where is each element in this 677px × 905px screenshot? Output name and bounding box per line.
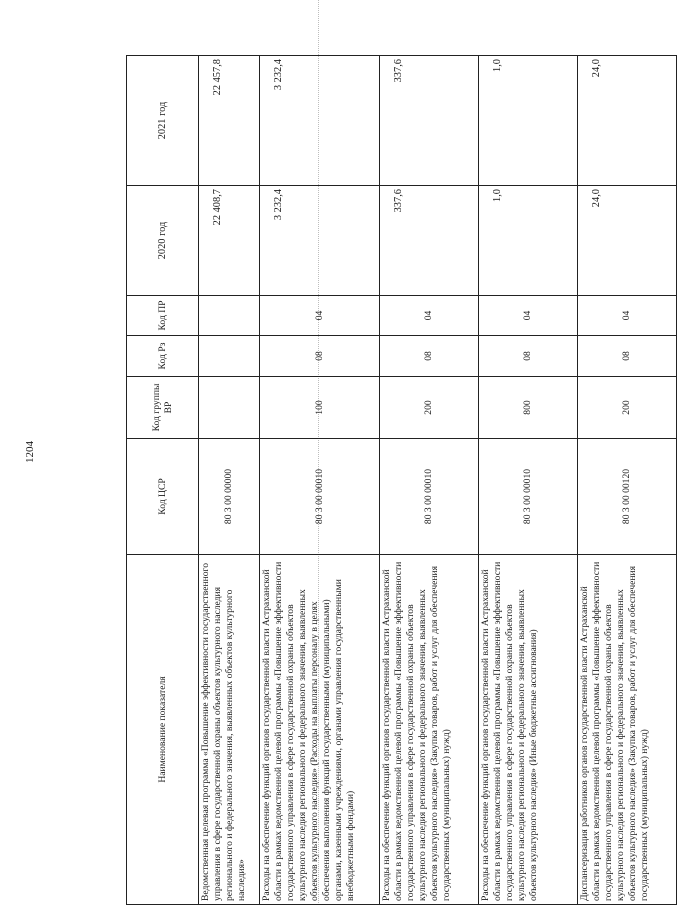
header-csr: Код ЦСР (127, 439, 199, 555)
row-2020: 22 408,7 (199, 186, 260, 296)
row-vr (199, 377, 260, 439)
header-name: Наименование показателя (127, 555, 199, 905)
row-2020: 1,0 (479, 186, 578, 296)
row-rz (199, 336, 260, 377)
row-name: Расходы на обеспечение функций органов государственной власти Астраханской области в рамках ведомственной целевой программы «Повышение эффективности государственного управления в сфере государственной охраны объектов культурного наследия регионального и федерального значения, выявленных объектов культурного наследия» (Расходы на выплаты персоналу в целях обеспечения выполнения функций государственными (муниципальными) органами, казенными учреждениями, органами управления государственными внебюджетными фондами) (260, 555, 380, 905)
row-vr: 100 (260, 377, 380, 439)
row-name: Расходы на обеспечение функций органов государственной власти Астраханской области в рамках ведомственной целевой программы «Повышение эффективности государственного управления в сфере государственной охраны объектов культурного наследия регионального и федерального значения, выявленных объектов культурного наследия» (Закупка товаров, работ и услуг для обеспечения государственных (муниципальных) нужд) (380, 555, 479, 905)
row-pr: 04 (578, 296, 677, 336)
row-2020: 3 232,4 (260, 186, 380, 296)
row-csr: 80 3 00 00120 (578, 439, 677, 555)
row-rz: 08 (380, 336, 479, 377)
row-name: Диспансеризация работников органов государственной власти Астраханской области в рамках ведомственной целевой программы «Повышение эффективности государственного управления в сфере государственной охраны объектов культурного наследия регионального и федерального значения, выявленных объектов культурного наследия» (Закупка товаров, работ и услуг для обеспечения государственных (муниципальных) нужд) (578, 555, 677, 905)
budget-table (126, 55, 677, 905)
table-row (260, 56, 380, 905)
row-vr: 200 (578, 377, 677, 439)
header-vr: Код группы ВР (127, 377, 199, 439)
row-name: Расходы на обеспечение функций органов государственной власти Астраханской области в рамках ведомственной целевой программы «Повышение эффективности государственного управления в сфере государственной охраны объектов культурного наследия регионального и федерального значения, выявленных объектов культурного наследия» (Иные бюджетные ассигнования) (479, 555, 578, 905)
header-pr: Код ПР (127, 296, 199, 336)
row-pr: 04 (260, 296, 380, 336)
page-number: 1204 (24, 441, 36, 463)
row-vr: 800 (479, 377, 578, 439)
row-name: Ведомственная целевая программа «Повышение эффективности государственного управления в сфере государственной охраны объектов культурного наследия регионального и федерального значения, выявленных объектов культурного наследия» (199, 555, 260, 905)
table-row (380, 56, 479, 905)
row-2021: 337,6 (380, 56, 479, 186)
table-row (199, 56, 260, 905)
landscape-page (126, 56, 650, 905)
header-rz: Код Рз (127, 336, 199, 377)
row-pr: 04 (380, 296, 479, 336)
table-row (479, 56, 578, 905)
row-pr (199, 296, 260, 336)
row-csr: 80 3 00 00010 (380, 439, 479, 555)
row-2020: 24,0 (578, 186, 677, 296)
row-2021: 24,0 (578, 56, 677, 186)
row-csr: 80 3 00 00010 (260, 439, 380, 555)
row-rz: 08 (479, 336, 578, 377)
row-2021: 22 457,8 (199, 56, 260, 186)
row-2020: 337,6 (380, 186, 479, 296)
header-2020: 2020 год (127, 186, 199, 296)
row-vr: 200 (380, 377, 479, 439)
row-rz: 08 (578, 336, 677, 377)
header-2021: 2021 год (127, 56, 199, 186)
table-row (578, 56, 677, 905)
row-csr: 80 3 00 00000 (199, 439, 260, 555)
row-2021: 1,0 (479, 56, 578, 186)
row-2021: 3 232,4 (260, 56, 380, 186)
rotated-table-container (126, 56, 650, 905)
row-csr: 80 3 00 00010 (479, 439, 578, 555)
row-rz: 08 (260, 336, 380, 377)
table-header-row (127, 56, 199, 905)
row-pr: 04 (479, 296, 578, 336)
